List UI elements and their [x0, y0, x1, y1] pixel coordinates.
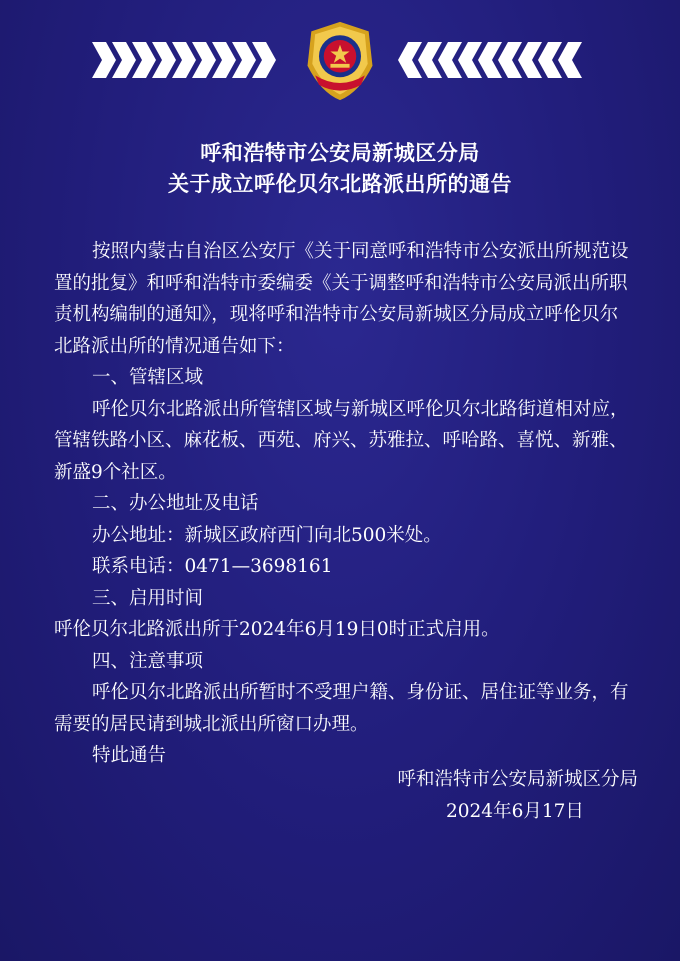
- intro-paragraph: 按照内蒙古自治区公安厅《关于同意呼和浩特市公安派出所规范设置的批复》和呼和浩特市委编委《关于调整呼和浩特市公安局派出所职责机构编制的通知》，现将呼和浩特市公安局新城区分局成立呼伦贝尔北路派出所的情况通告如下：: [54, 241, 629, 357]
- section2-heading: 二、办公地址及电话: [92, 493, 259, 514]
- section1-text: 呼伦贝尔北路派出所管辖区域与新城区呼伦贝尔北路街道相对应，管辖铁路小区、麻花板、西苑、府兴、苏雅拉、呼哈路、喜悦、新雅、新盛9个社区。: [54, 398, 629, 483]
- chevron-stripes-left-icon: [92, 42, 282, 78]
- section3-heading: 三、启用时间: [92, 587, 204, 609]
- notice-body: [54, 236, 634, 772]
- section4-text: 呼伦贝尔北路派出所暂时不受理户籍、身份证、居住证等业务，有需要的居民请到城北派出所窗口办理。: [54, 682, 629, 735]
- signature-org: 呼和浩特市公安局新城区分局: [397, 769, 638, 790]
- section1-heading: 一、管辖区域: [92, 367, 204, 388]
- notice-title: [0, 138, 680, 200]
- police-emblem-icon: [300, 18, 380, 104]
- closing-line: 特此通告: [92, 745, 167, 766]
- chevron-stripes-right-icon: [392, 42, 582, 78]
- section4-heading: 四、注意事项: [92, 650, 204, 672]
- signature-date: 2024年6月17日: [446, 801, 584, 822]
- title-line-2: 关于成立呼伦贝尔北路派出所的通告: [168, 172, 512, 196]
- header-banner: [0, 0, 680, 110]
- office-address: 办公地址：新城区政府西门向北500米处。: [92, 524, 442, 546]
- section3-text: 呼伦贝尔北路派出所于2024年6月19日0时正式启用。: [54, 619, 500, 640]
- contact-phone: 联系电话：0471—3698161: [92, 556, 333, 577]
- title-line-1: 呼和浩特市公安局新城区分局: [200, 141, 480, 165]
